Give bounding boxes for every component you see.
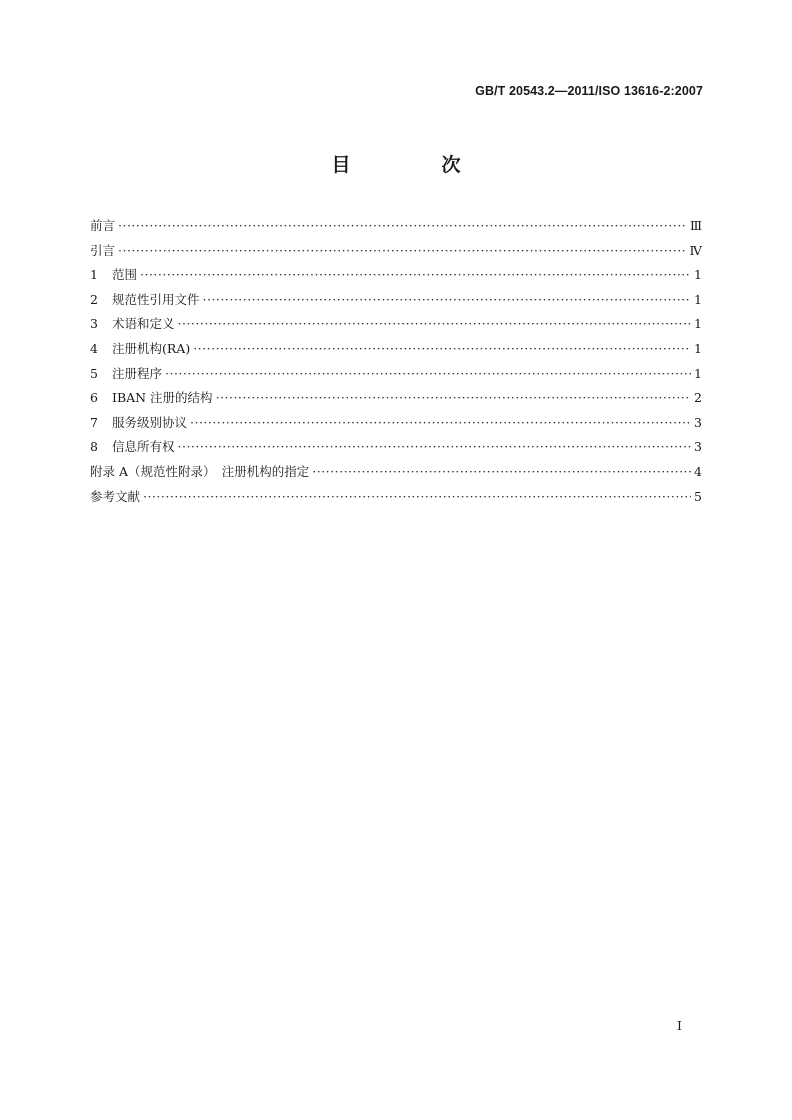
toc-entry-text: 范围 (112, 267, 138, 283)
toc-entry-terms-definitions[interactable] (90, 312, 702, 337)
toc-entry-preface[interactable] (90, 214, 702, 239)
toc-entry-label (90, 312, 178, 337)
toc-entry-text: IBAN 注册的结构 (112, 390, 213, 406)
toc-leader-dots (140, 263, 691, 288)
toc-entry-normative-references[interactable] (90, 288, 702, 313)
toc-entry-number: 1 (90, 267, 98, 283)
toc-leader-dots (143, 485, 691, 510)
toc-entry-page: 2 (694, 390, 702, 406)
toc-entry-text: 术语和定义 (112, 316, 175, 332)
toc-entry-number: 5 (90, 365, 98, 381)
toc-entry-text: 规范性引用文件 (112, 291, 200, 307)
toc-entry-text: 服务级别协议 (112, 414, 188, 430)
toc-entry-number: 4 (90, 340, 98, 356)
toc-entry-label: 引言 (90, 242, 116, 258)
toc-entry-page: 3 (694, 439, 702, 455)
toc-entry-service-level-agreement[interactable] (90, 411, 702, 436)
toc-entry-introduction[interactable] (90, 239, 702, 264)
toc-entry-label (90, 263, 140, 288)
page-title: 目 次 (331, 154, 497, 176)
toc-entry-number: 2 (90, 291, 98, 307)
toc-entry-label (90, 288, 203, 313)
toc-entry-page: 3 (694, 414, 702, 430)
toc-entry-label (90, 411, 190, 436)
toc-entry-label (90, 435, 178, 460)
toc-entry-number: 7 (90, 414, 98, 430)
toc-leader-dots (216, 386, 691, 411)
toc-entry-page: 1 (694, 365, 702, 381)
toc-entry-registration-authority[interactable] (90, 337, 702, 362)
toc-entry-label (90, 362, 165, 387)
toc-entry-page: Ⅲ (689, 218, 702, 233)
toc-entry-text: 信息所有权 (112, 439, 175, 455)
toc-entry-page: 1 (694, 267, 702, 283)
toc-leader-dots (118, 214, 687, 239)
toc-entry-label: 前言 (90, 218, 116, 233)
standard-code: GB/T 20543.2—2011/ISO 13616-2:2007 (475, 84, 703, 98)
table-of-contents (90, 214, 702, 509)
toc-leader-dots (165, 362, 691, 387)
toc-entry-annex-a[interactable] (90, 460, 702, 485)
toc-entry-page: 1 (694, 340, 702, 356)
toc-entry-text: 注册机构(RA) (112, 340, 191, 356)
toc-entry-label (90, 386, 216, 411)
toc-leader-dots (190, 411, 691, 436)
toc-entry-number: 3 (90, 316, 98, 332)
toc-leader-dots (118, 239, 686, 264)
toc-entry-label (90, 337, 193, 362)
toc-entry-page: 4 (694, 463, 702, 479)
toc-entry-iban-registry-structure[interactable] (90, 386, 702, 411)
toc-entry-page: Ⅳ (689, 242, 702, 258)
toc-entry-page: 5 (694, 488, 702, 504)
toc-entry-number: 8 (90, 439, 98, 455)
toc-entry-number: 6 (90, 390, 98, 406)
toc-leader-dots (203, 288, 691, 313)
toc-entry-registration-procedure[interactable] (90, 362, 702, 387)
toc-entry-bibliography[interactable] (90, 485, 702, 510)
toc-entry-label: 参考文献 (90, 488, 141, 504)
toc-leader-dots (178, 312, 691, 337)
page-number: I (677, 1018, 682, 1033)
toc-leader-dots (193, 337, 691, 362)
toc-entry-information-ownership[interactable] (90, 435, 702, 460)
toc-leader-dots (312, 460, 691, 485)
toc-entry-label: 附录 A（规范性附录） 注册机构的指定 (90, 463, 310, 479)
toc-entry-page: 1 (694, 316, 702, 332)
toc-entry-text: 注册程序 (112, 365, 163, 381)
toc-entry-scope[interactable] (90, 263, 702, 288)
toc-leader-dots (178, 435, 691, 460)
toc-entry-page: 1 (694, 291, 702, 307)
